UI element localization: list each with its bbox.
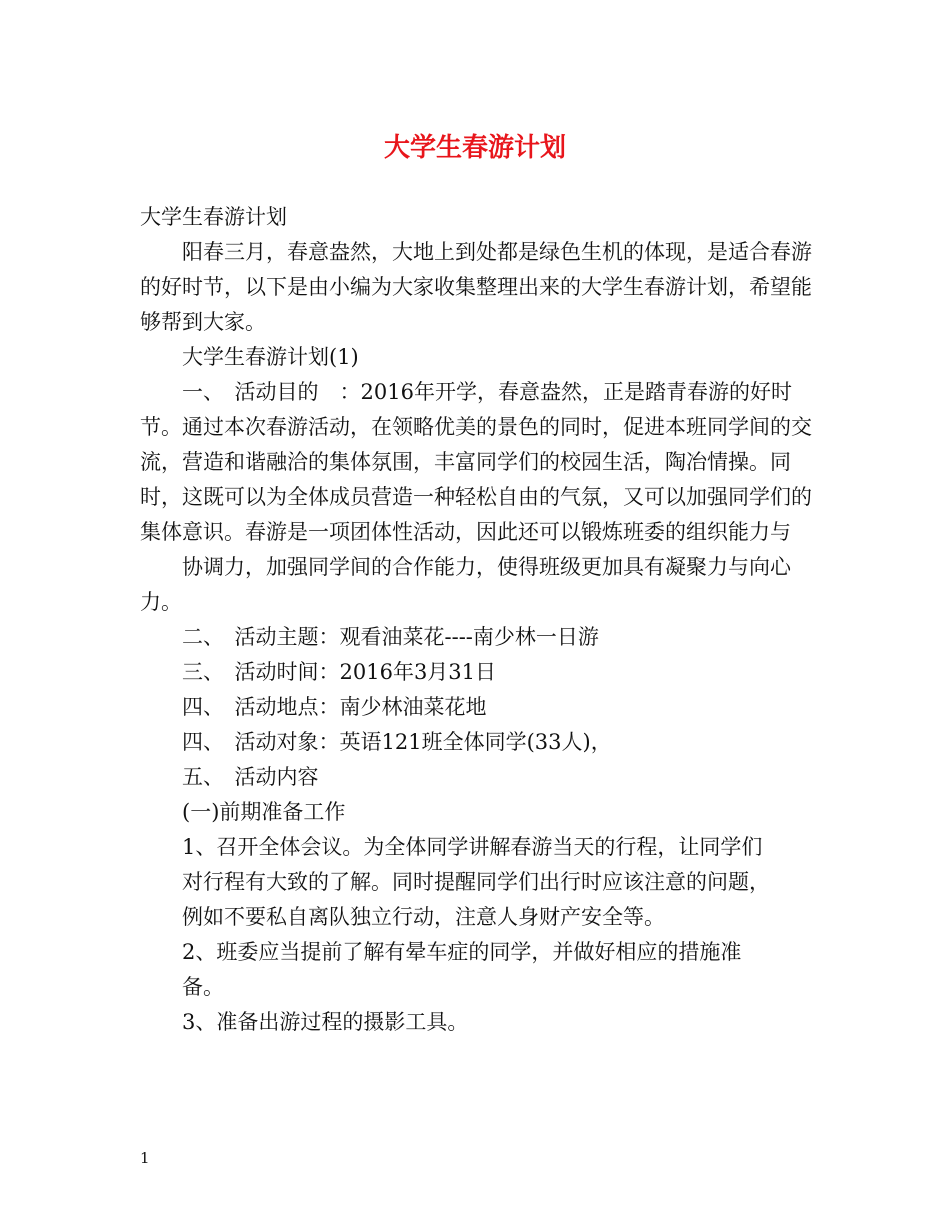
- paragraph-time: 三、 活动时间：2016年3月31日: [182, 660, 497, 684]
- paragraph-content: 五、 活动内容: [182, 765, 319, 789]
- paragraph-plan-heading: 大学生春游计划(1): [182, 345, 359, 369]
- paragraph-purpose-cont: 协调力，加强同学间的合作能力，使得班级更加具有凝聚力与向心力。: [140, 555, 791, 614]
- list-item-meeting: 1、召开全体会议。为全体同学讲解春游当天的行程，让同学们对行程有大致的了解。同时提醒同学们出行时应该注意的问题，例如不要私自离队独立行动，注意人身财产安全等。: [182, 835, 770, 929]
- paragraph-participants: 四、 活动对象：英语121班全体同学(33人)，: [182, 730, 612, 754]
- list-item-motion-sickness: 2、班委应当提前了解有晕车症的同学，并做好相应的措施准备。: [182, 940, 742, 999]
- list-item-photography: 3、准备出游过程的摄影工具。: [182, 1010, 469, 1034]
- paragraph-theme: 二、 活动主题：观看油菜花----南少林一日游: [182, 625, 599, 649]
- paragraph-intro: 阳春三月，春意盎然，大地上到处都是绿色生机的体现，是适合春游的好时节，以下是由小编为大家收集整理出来的大学生春游计划，希望能够帮到大家。: [140, 240, 812, 334]
- paragraph-location: 四、 活动地点：南少林油菜花地: [182, 695, 487, 719]
- paragraph-preparation: (一)前期准备工作: [182, 800, 346, 824]
- document-title: 大学生春游计划: [383, 133, 566, 163]
- document-body: [140, 200, 814, 1040]
- page-number: 1: [140, 1149, 150, 1167]
- paragraph-heading: 大学生春游计划: [140, 205, 287, 229]
- paragraph-purpose: 一、 活动目的 ：2016年开学，春意盎然，正是踏青春游的好时节。通过本次春游活动，在领略优美的景色的同时，促进本班同学间的交流，营造和谐融洽的集体氛围，丰富同学们的校园生活，陶冶情操。同时，这既可以为全体成员营造一种轻松自由的气氛，又可以加强同学们的集体意识。春游是一项团体性活动，因此还可以锻炼班委的组织能力与: [140, 380, 812, 544]
